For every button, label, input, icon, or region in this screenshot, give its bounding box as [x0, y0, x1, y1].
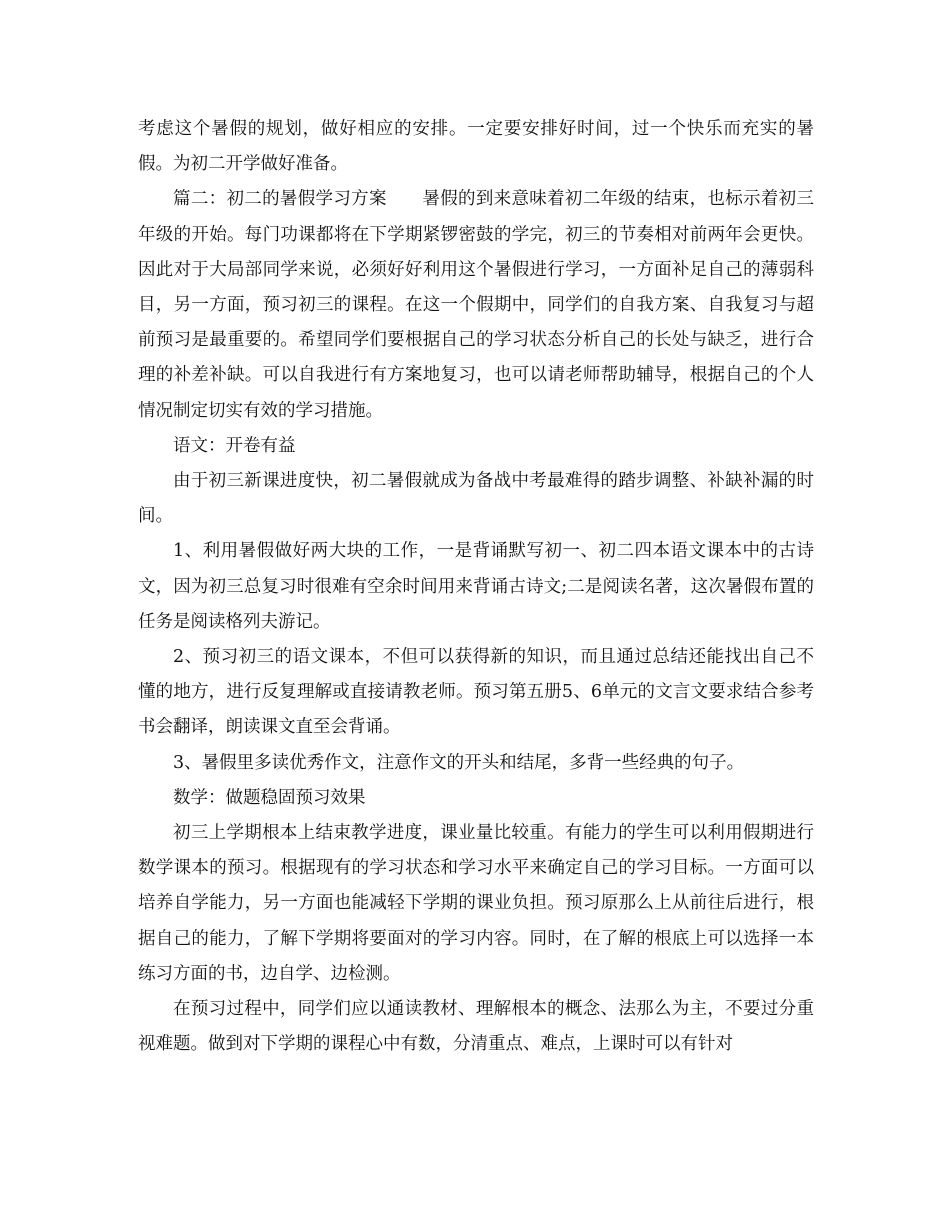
- paragraph-math-preview: 在预习过程中，同学们应以通读教材、理解根本的概念、法那么为主，不要过分重视难题。做到对下学期的课程心中有数，分清重点、难点，上课时可以有针对: [138, 999, 814, 1055]
- list-item-chinese-2: 2、预习初三的语文课本，不但可以获得新的知识，而且通过总结还能找出自己不懂的地方，进行反复理解或直接请教老师。预习第五册5、6单元的文言文要求结合参考书会翻译，朗读课文直至会背诵。: [138, 647, 814, 738]
- list-item-chinese-1: 1、利用暑假做好两大块的工作，一是背诵默写初一、初二四本语文课本中的古诗文，因为初三总复习时很难有空余时间用来背诵古诗文;二是阅读名著，这次暑假布置的任务是阅读格列夫游记。: [138, 541, 814, 632]
- section-heading-chinese: 语文：开卷有益: [173, 435, 296, 456]
- paragraph-chinese-intro: 由于初三新课进度快，初二暑假就成为备战中考最难得的踏步调整、补缺补漏的时间。: [138, 471, 814, 527]
- document-body: [138, 112, 814, 1062]
- paragraph-plan-intro: 篇二：初二的暑假学习方案 暑假的到来意味着初二年级的结束，也标示着初三年级的开始。每门功课都将在下学期紧锣密鼓的学完，初三的节奏相对前两年会更快。因此对于大局部同学来说，必须好好利用这个暑假进行学习，一方面补足自己的薄弱科目，另一方面，预习初三的课程。在这一个假期中，同学们的自我方案、自我复习与超前预习是最重要的。希望同学们要根据自己的学习状态分析自己的长处与缺乏，进行合理的补差补缺。可以自我进行有方案地复习，也可以请老师帮助辅导，根据自己的个人情况制定切实有效的学习措施。: [138, 189, 814, 421]
- list-item-chinese-3: 3、暑假里多读优秀作文，注意作文的开头和结尾，多背一些经典的句子。: [173, 752, 745, 773]
- section-heading-math: 数学：做题稳固预习效果: [173, 787, 366, 808]
- paragraph-continuation: 考虑这个暑假的规划，做好相应的安排。一定要安排好时间，过一个快乐而充实的暑假。为初二开学做好准备。: [138, 119, 814, 175]
- paragraph-math-intro: 初三上学期根本上结束教学进度，课业量比较重。有能力的学生可以利用假期进行数学课本的预习。根据现有的学习状态和学习水平来确定自己的学习目标。一方面可以培养自学能力，另一方面也能减轻下学期的课业负担。预习原那么上从前往后进行，根据自己的能力，了解下学期将要面对的学习内容。同时，在了解的根底上可以选择一本练习方面的书，边自学、边检测。: [138, 823, 814, 984]
